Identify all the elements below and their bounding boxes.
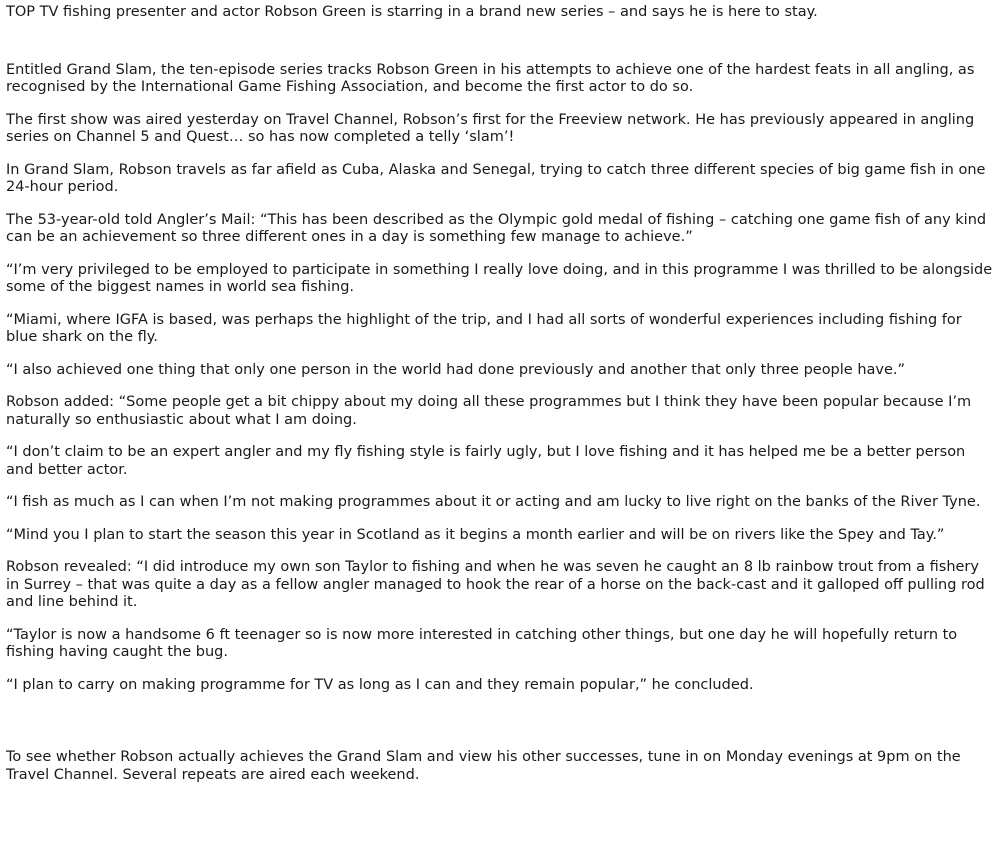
article-paragraph: “Mind you I plan to start the season this year in Scotland as it begins a month earlier and will be on rivers like the Spey and Tay.”: [6, 526, 945, 543]
article-paragraph: “I don’t claim to be an expert angler and my fly fishing style is fairly ugly, but I love fishing and it has helped me be a better person and better actor.: [6, 444, 966, 478]
article-paragraph: “Miami, where IGFA is based, was perhaps the highlight of the trip, and I had all sorts of wonderful experiences including fishing for blue shark on the fly.: [6, 311, 962, 345]
article-paragraph: Robson added: “Some people get a bit chippy about my doing all these programmes but I think they have been popular because I’m naturally so enthusiastic about what I am doing.: [6, 394, 972, 428]
article-paragraph: “I fish as much as I can when I’m not making programmes about it or acting and am lucky to live right on the banks of the River Tyne.: [6, 494, 981, 510]
article-paragraph-intro: TOP TV fishing presenter and actor Robson Green is starring in a brand new series – and says he is here to stay.: [6, 4, 818, 20]
article-paragraph-closing: To see whether Robson actually achieves the Grand Slam and view his other successes, tune in on Monday evenings at 9pm on the Travel Channel. Several repeats are aired each weekend.: [6, 749, 961, 783]
article-paragraph: Robson revealed: “I did introduce my own son Taylor to fishing and when he was seven he caught an 8 lb rainbow trout from a fishery in Surrey – that was quite a day as a fellow angler managed to hook the rear of a horse on the back-cast and it galloped off pulling rod and line behind it.: [6, 559, 985, 610]
article-paragraph: “I also achieved one thing that only one person in the world had done previously and another that only three people have.”: [6, 361, 906, 378]
article-paragraph: The first show was aired yesterday on Travel Channel, Robson’s first for the Freeview network. He has previously appeared in angling series on Channel 5 and Quest… so has now completed a telly ‘slam’!: [6, 111, 975, 145]
article-paragraph: In Grand Slam, Robson travels as far afield as Cuba, Alaska and Senegal, trying to catch three different species of big game fish in one 24-hour period.: [6, 161, 986, 195]
article-paragraph: Entitled Grand Slam, the ten-episode series tracks Robson Green in his attempts to achieve one of the hardest feats in all angling, as recognised by the International Game Fishing Association, and become the first actor to do so.: [6, 61, 975, 95]
article-paragraph: The 53-year-old told Angler’s Mail: “This has been described as the Olympic gold medal of fishing – catching one game fish of any kind can be an achievement so three different ones in a day is something few manage to achieve.”: [6, 211, 987, 245]
article-body: [6, 4, 996, 799]
article-paragraph: “I’m very privileged to be employed to participate in something I really love doing, and in this programme I was thrilled to be alongside some of the biggest names in world sea fishing.: [6, 261, 993, 295]
article-paragraph: “Taylor is now a handsome 6 ft teenager so is now more interested in catching other things, but one day he will hopefully return to fishing having caught the bug.: [6, 626, 958, 660]
article-paragraph: “I plan to carry on making programme for TV as long as I can and they remain popular,” he concluded.: [6, 676, 754, 693]
